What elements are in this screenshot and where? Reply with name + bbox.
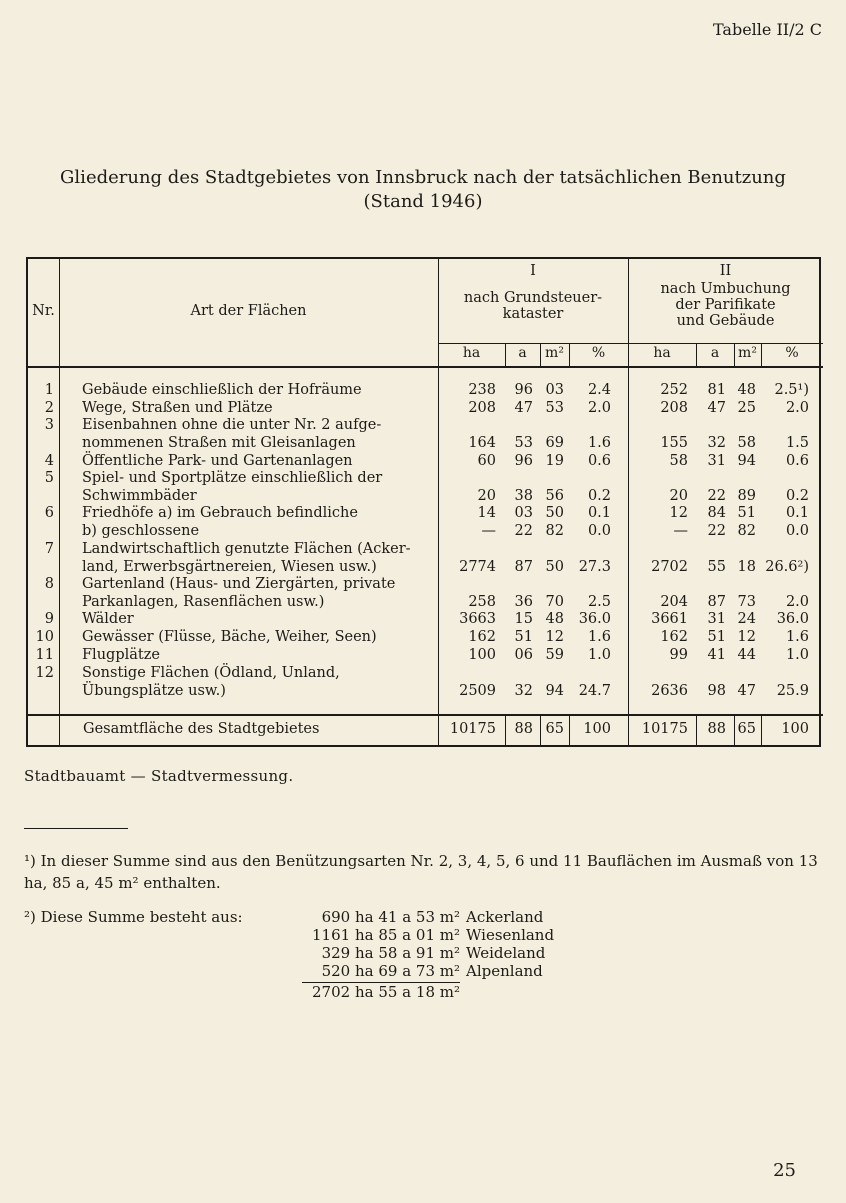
cell: 1.0 bbox=[587, 647, 611, 663]
cell: 82 bbox=[545, 523, 564, 539]
unit-header: a bbox=[710, 345, 720, 361]
cell: 82 bbox=[737, 523, 756, 539]
cell: 27.3 bbox=[578, 558, 611, 575]
cell: 14 bbox=[477, 505, 496, 521]
unit-header: % bbox=[785, 345, 799, 361]
cell: 0.2 bbox=[785, 487, 809, 504]
cell: 2.4 bbox=[587, 382, 611, 398]
cell: 03 bbox=[514, 505, 533, 521]
source-note: Stadtbauamt — Stadtvermessung. bbox=[24, 767, 294, 785]
cell: 51 bbox=[737, 505, 756, 521]
table-reference: Tabelle II/2 C bbox=[712, 20, 822, 39]
footnote-divider bbox=[24, 828, 128, 829]
cell: 22 bbox=[707, 487, 726, 504]
cell: 208 bbox=[468, 400, 496, 416]
cell: 2.0 bbox=[785, 400, 809, 416]
cell: 25 bbox=[737, 400, 756, 416]
cell: 65 bbox=[545, 721, 564, 737]
unit-header: m² bbox=[545, 345, 564, 361]
cell: 89 bbox=[737, 487, 756, 504]
header-group-i-numeral: I bbox=[530, 263, 536, 279]
title-line-1: Gliederung des Stadtgebietes von Innsbruck nach der tatsächlichen Benutzung bbox=[60, 167, 786, 188]
row-label: Sonstige Flächen (Ödland, Unland, Übungsplätze usw.) bbox=[82, 665, 340, 699]
cell: 87 bbox=[514, 558, 533, 575]
cell: 15 bbox=[514, 611, 533, 627]
cell: 58 bbox=[669, 453, 688, 469]
footnote-2-intro: ²) Diese Summe besteht aus: bbox=[24, 908, 243, 926]
cell: 26.6²) bbox=[765, 558, 809, 575]
cell: 87 bbox=[707, 593, 726, 610]
row-number: 8 bbox=[44, 576, 54, 592]
row-number: 11 bbox=[35, 647, 54, 663]
row-number: 5 bbox=[44, 470, 54, 486]
cell: 22 bbox=[514, 523, 533, 539]
unit-header: % bbox=[591, 345, 606, 361]
cell: 100 bbox=[583, 721, 611, 737]
title-line-2: (Stand 1946) bbox=[363, 191, 483, 212]
row-label: Wälder bbox=[82, 611, 134, 627]
breakdown-value: 690 ha 41 a 53 m² bbox=[321, 908, 460, 926]
cell: 51 bbox=[707, 629, 726, 645]
row-label: Landwirtschaftlich genutzte Flächen (Acker- land, Erwerbsgärtnereien, Wiesen usw.) bbox=[82, 541, 411, 575]
rule bbox=[628, 259, 629, 745]
cell: 1.0 bbox=[785, 647, 809, 663]
cell: 53 bbox=[514, 434, 533, 451]
row-number: 2 bbox=[44, 400, 54, 416]
row-label: Wege, Straßen und Plätze bbox=[82, 400, 273, 416]
cell: 258 bbox=[468, 593, 496, 610]
breakdown-label: Ackerland bbox=[466, 908, 544, 926]
cell: 25.9 bbox=[776, 682, 809, 699]
cell: 162 bbox=[660, 629, 688, 645]
cell: 73 bbox=[737, 593, 756, 610]
cell: 65 bbox=[737, 721, 756, 737]
cell: 81 bbox=[707, 382, 726, 398]
cell: 20 bbox=[477, 487, 496, 504]
cell: 0.1 bbox=[587, 505, 611, 521]
cell: 47 bbox=[514, 400, 533, 416]
cell: 55 bbox=[707, 558, 726, 575]
rule bbox=[28, 366, 823, 368]
cell: 24.7 bbox=[578, 682, 611, 699]
cell: 0.2 bbox=[587, 487, 611, 504]
cell: 1.5 bbox=[785, 434, 809, 451]
total-row bbox=[28, 721, 823, 741]
cell: 32 bbox=[514, 682, 533, 699]
cell: 50 bbox=[545, 558, 564, 575]
cell: 1.6 bbox=[785, 629, 809, 645]
cell: 96 bbox=[514, 382, 533, 398]
cell: 31 bbox=[707, 453, 726, 469]
cell: 2774 bbox=[459, 558, 496, 575]
header-nr: Nr. bbox=[32, 303, 55, 319]
cell: 0.6 bbox=[785, 453, 809, 469]
cell: 44 bbox=[737, 647, 756, 663]
cell: 48 bbox=[737, 382, 756, 398]
row-number: 7 bbox=[44, 541, 54, 557]
footnote-2-breakdown bbox=[302, 908, 554, 1001]
cell: 208 bbox=[660, 400, 688, 416]
total-label: Gesamtfläche des Stadtgebietes bbox=[83, 721, 320, 737]
cell: 164 bbox=[468, 434, 496, 451]
cell: 36.0 bbox=[776, 611, 809, 627]
row-label: Öffentliche Park- und Gartenanlagen bbox=[82, 453, 353, 469]
breakdown-value: 520 ha 69 a 73 m² bbox=[321, 962, 460, 980]
cell: 70 bbox=[545, 593, 564, 610]
row-label: b) geschlossene bbox=[82, 523, 200, 539]
cell: 238 bbox=[468, 382, 496, 398]
row-label: Flugplätze bbox=[82, 647, 160, 663]
row-number: 12 bbox=[35, 665, 54, 681]
header-art: Art der Flächen bbox=[190, 303, 307, 319]
header-group-ii-label: nach Umbuchung der Parifikate und Gebäude bbox=[660, 281, 791, 329]
rule bbox=[28, 714, 823, 716]
cell: 84 bbox=[707, 505, 726, 521]
cell: 59 bbox=[545, 647, 564, 663]
cell: 0.6 bbox=[587, 453, 611, 469]
cell: 10175 bbox=[449, 721, 496, 737]
cell: 100 bbox=[781, 721, 809, 737]
cell: 53 bbox=[545, 400, 564, 416]
cell: 51 bbox=[514, 629, 533, 645]
header-group-ii-numeral: II bbox=[719, 263, 732, 279]
cell: 10175 bbox=[641, 721, 688, 737]
breakdown-sum: 2702 ha 55 a 18 m² bbox=[312, 983, 460, 1001]
row-label: Spiel- und Sportplätze einschließlich der Schwimmbäder bbox=[82, 470, 383, 504]
cell: 3661 bbox=[651, 611, 688, 627]
row-number: 3 bbox=[44, 417, 54, 433]
cell: 2702 bbox=[651, 558, 688, 575]
breakdown-value: 1161 ha 85 a 01 m² bbox=[312, 926, 460, 944]
cell: 20 bbox=[669, 487, 688, 504]
row-number: 6 bbox=[44, 505, 54, 521]
row-label: Gebäude einschließlich der Hofräume bbox=[82, 382, 362, 398]
cell: 50 bbox=[545, 505, 564, 521]
cell: 1.6 bbox=[587, 629, 611, 645]
page-number: 25 bbox=[773, 1160, 796, 1181]
cell: 204 bbox=[660, 593, 688, 610]
header-group-i-label: nach Grundsteuer- kataster bbox=[463, 290, 603, 322]
cell: 94 bbox=[545, 682, 564, 699]
unit-header: ha bbox=[462, 345, 481, 361]
cell: 100 bbox=[468, 647, 496, 663]
cell: 38 bbox=[514, 487, 533, 504]
cell: 162 bbox=[468, 629, 496, 645]
breakdown-label: Wiesenland bbox=[466, 926, 555, 944]
breakdown-label: Weideland bbox=[466, 944, 546, 962]
cell: 1.6 bbox=[587, 434, 611, 451]
row-label: Gewässer (Flüsse, Bäche, Weiher, Seen) bbox=[82, 629, 377, 645]
cell: 56 bbox=[545, 487, 564, 504]
cell: 69 bbox=[545, 434, 564, 451]
cell: 24 bbox=[737, 611, 756, 627]
cell: 0.0 bbox=[587, 523, 611, 539]
rule bbox=[59, 259, 60, 745]
row-number: 9 bbox=[44, 611, 54, 627]
unit-header: ha bbox=[653, 345, 671, 361]
row-label: Gartenland (Haus- und Ziergärten, private Parkanlagen, Rasenflächen usw.) bbox=[82, 576, 396, 610]
cell: 2.0 bbox=[785, 593, 809, 610]
unit-header: m² bbox=[738, 345, 757, 361]
cell: 96 bbox=[514, 453, 533, 469]
cell: 2636 bbox=[651, 682, 688, 699]
breakdown-label: Alpenland bbox=[466, 962, 543, 980]
row-label: Friedhöfe a) im Gebrauch befindliche bbox=[82, 505, 358, 521]
cell: 252 bbox=[660, 382, 688, 398]
cell: 0.0 bbox=[785, 523, 809, 539]
cell: 47 bbox=[737, 682, 756, 699]
cell: 99 bbox=[669, 647, 688, 663]
land-use-table bbox=[26, 257, 821, 747]
footnote-1: ¹) In dieser Summe sind aus den Benützungsarten Nr. 2, 3, 4, 5, 6 und 11 Bauflächen im Ausmaß von 13 ha, 85 a, 45 m² enthalten. bbox=[24, 852, 818, 892]
cell: 12 bbox=[737, 629, 756, 645]
cell: 48 bbox=[545, 611, 564, 627]
cell: 12 bbox=[545, 629, 564, 645]
cell: 32 bbox=[707, 434, 726, 451]
cell: 155 bbox=[660, 434, 688, 451]
row-label: Eisenbahnen ohne die unter Nr. 2 aufge- nommenen Straßen mit Gleisanlagen bbox=[82, 417, 382, 451]
cell: — bbox=[481, 523, 496, 539]
cell: 98 bbox=[707, 682, 726, 699]
row-number: 1 bbox=[44, 382, 54, 398]
cell: 2.5¹) bbox=[774, 382, 809, 398]
cell: 2509 bbox=[459, 682, 496, 699]
cell: 36.0 bbox=[578, 611, 611, 627]
cell: 31 bbox=[707, 611, 726, 627]
cell: — bbox=[673, 523, 688, 539]
cell: 19 bbox=[545, 453, 564, 469]
cell: 88 bbox=[707, 721, 726, 737]
cell: 12 bbox=[669, 505, 688, 521]
row-number: 10 bbox=[35, 629, 54, 645]
cell: 06 bbox=[514, 647, 533, 663]
cell: 2.5 bbox=[587, 593, 611, 610]
cell: 88 bbox=[514, 721, 533, 737]
document-title bbox=[0, 166, 846, 214]
row-number: 4 bbox=[44, 453, 54, 469]
cell: 3663 bbox=[459, 611, 496, 627]
cell: 0.1 bbox=[785, 505, 809, 521]
cell: 47 bbox=[707, 400, 726, 416]
unit-header: a bbox=[518, 345, 527, 361]
cell: 03 bbox=[545, 382, 564, 398]
cell: 58 bbox=[737, 434, 756, 451]
cell: 60 bbox=[477, 453, 496, 469]
cell: 94 bbox=[737, 453, 756, 469]
cell: 22 bbox=[707, 523, 726, 539]
cell: 41 bbox=[707, 647, 726, 663]
cell: 2.0 bbox=[587, 400, 611, 416]
breakdown-value: 329 ha 58 a 91 m² bbox=[321, 944, 460, 962]
rule bbox=[438, 343, 823, 344]
cell: 36 bbox=[514, 593, 533, 610]
cell: 18 bbox=[737, 558, 756, 575]
